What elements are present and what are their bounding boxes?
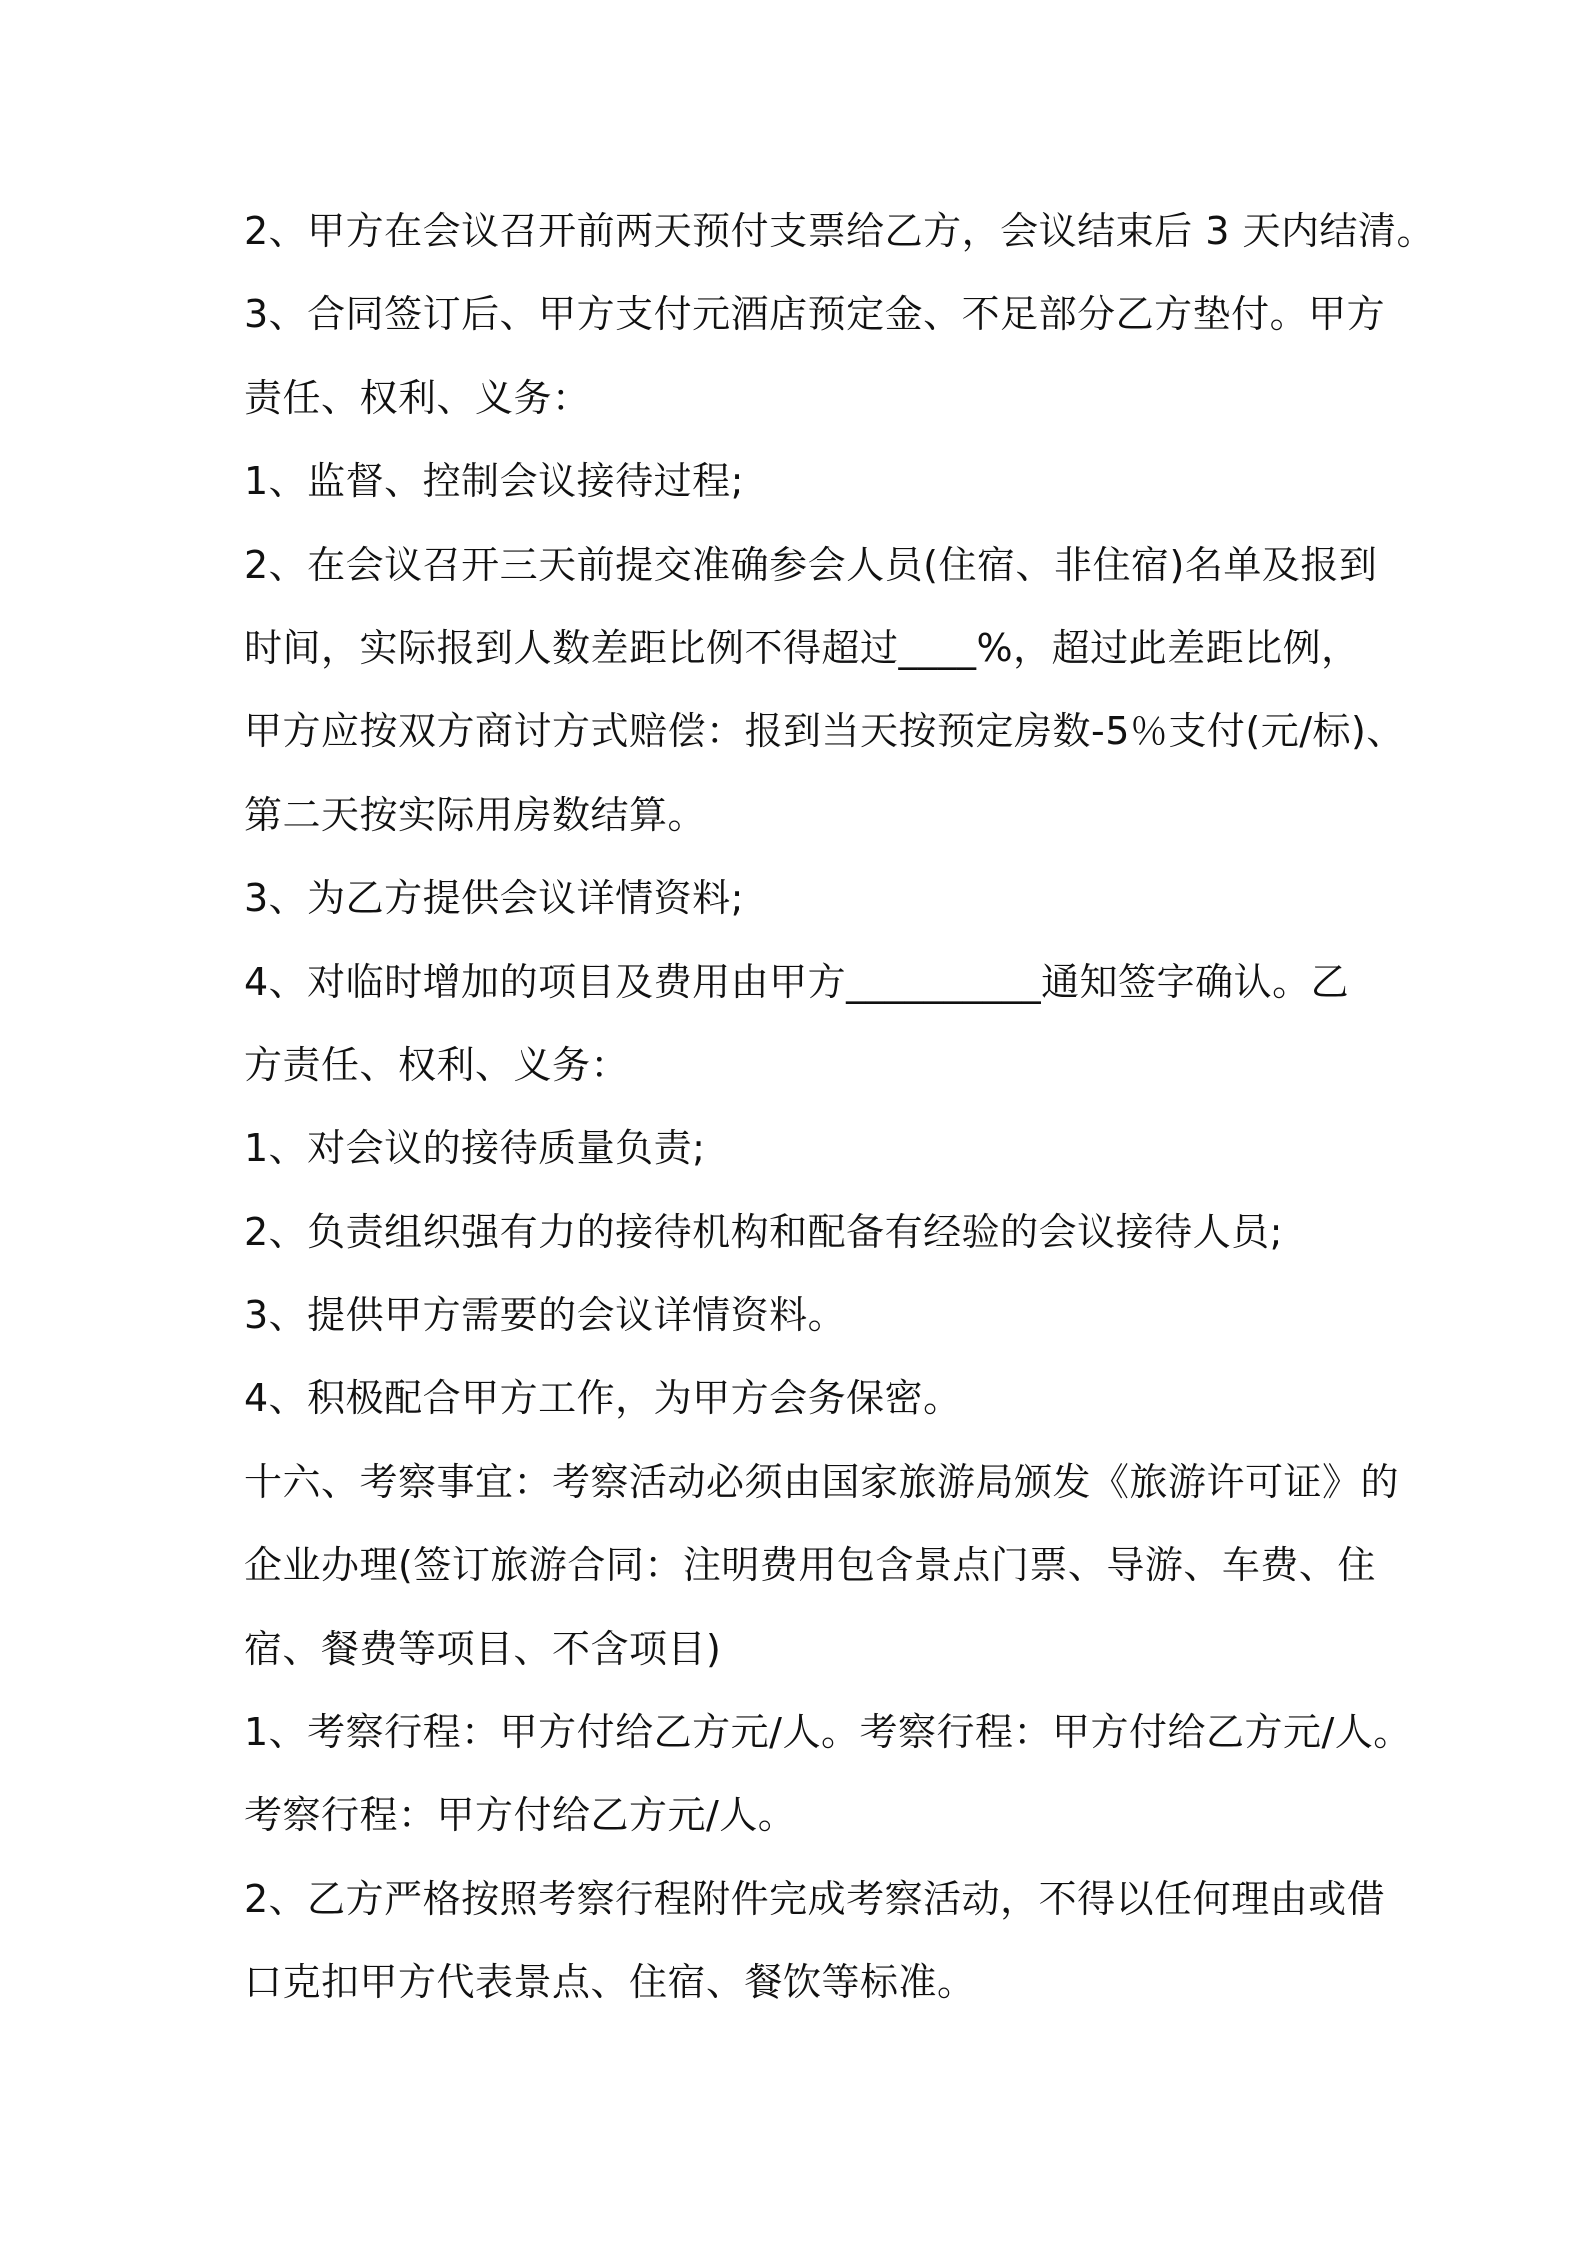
text-line: 方责任、权利、义务： xyxy=(244,1042,630,1087)
text-line: 企业办理(签订旅游合同：注明费用包含景点门票、导游、车费、住 xyxy=(244,1543,1376,1588)
text-line: 甲方应按双方商讨方式赔偿：报到当天按预定房数-5％支付(元/标)、 xyxy=(244,709,1405,754)
text-line: 4、对临时增加的项目及费用由甲方__________通知签字确认。乙 xyxy=(244,959,1350,1004)
text-line: 十六、考察事宜：考察活动必须由国家旅游局颁发《旅游许可证》的 xyxy=(244,1459,1400,1504)
text-line: 3、为乙方提供会议详情资料; xyxy=(244,876,744,921)
text-line: 2、甲方在会议召开前两天预付支票给乙方，会议结束后 3 天内结清。 xyxy=(244,209,1436,253)
text-line: 考察行程：甲方付给乙方元/人。 xyxy=(244,1793,797,1838)
text-line: 1、考察行程：甲方付给乙方元/人。考察行程：甲方付给乙方元/人。 xyxy=(244,1710,1412,1755)
text-line: 4、积极配合甲方工作，为甲方会务保密。 xyxy=(244,1376,962,1421)
text-line: 第二天按实际用房数结算。 xyxy=(244,792,707,837)
document-body xyxy=(244,190,1436,2025)
text-line: 责任、权利、义务： xyxy=(244,375,591,420)
text-line: 2、在会议召开三天前提交准确参会人员(住宿、非住宿)名单及报到 xyxy=(244,542,1378,587)
text-line: 1、对会议的接待质量负责; xyxy=(244,1126,706,1171)
text-line: 3、合同签订后、甲方支付元酒店预定金、不足部分乙方垫付。甲方 xyxy=(244,292,1386,337)
text-line: 口克扣甲方代表景点、住宿、餐饮等标准。 xyxy=(244,1960,976,2005)
text-line: 时间，实际报到人数差距比例不得超过____%，超过此差距比例， xyxy=(244,625,1360,670)
text-line: 2、负责组织强有力的接待机构和配备有经验的会议接待人员; xyxy=(244,1209,1283,1254)
text-line: 宿、餐费等项目、不含项目) xyxy=(244,1626,722,1671)
text-line: 1、监督、控制会议接待过程; xyxy=(244,459,744,504)
text-line: 2、乙方严格按照考察行程附件完成考察活动，不得以任何理由或借 xyxy=(244,1876,1386,1921)
text-line: 3、提供甲方需要的会议详情资料。 xyxy=(244,1293,847,1338)
